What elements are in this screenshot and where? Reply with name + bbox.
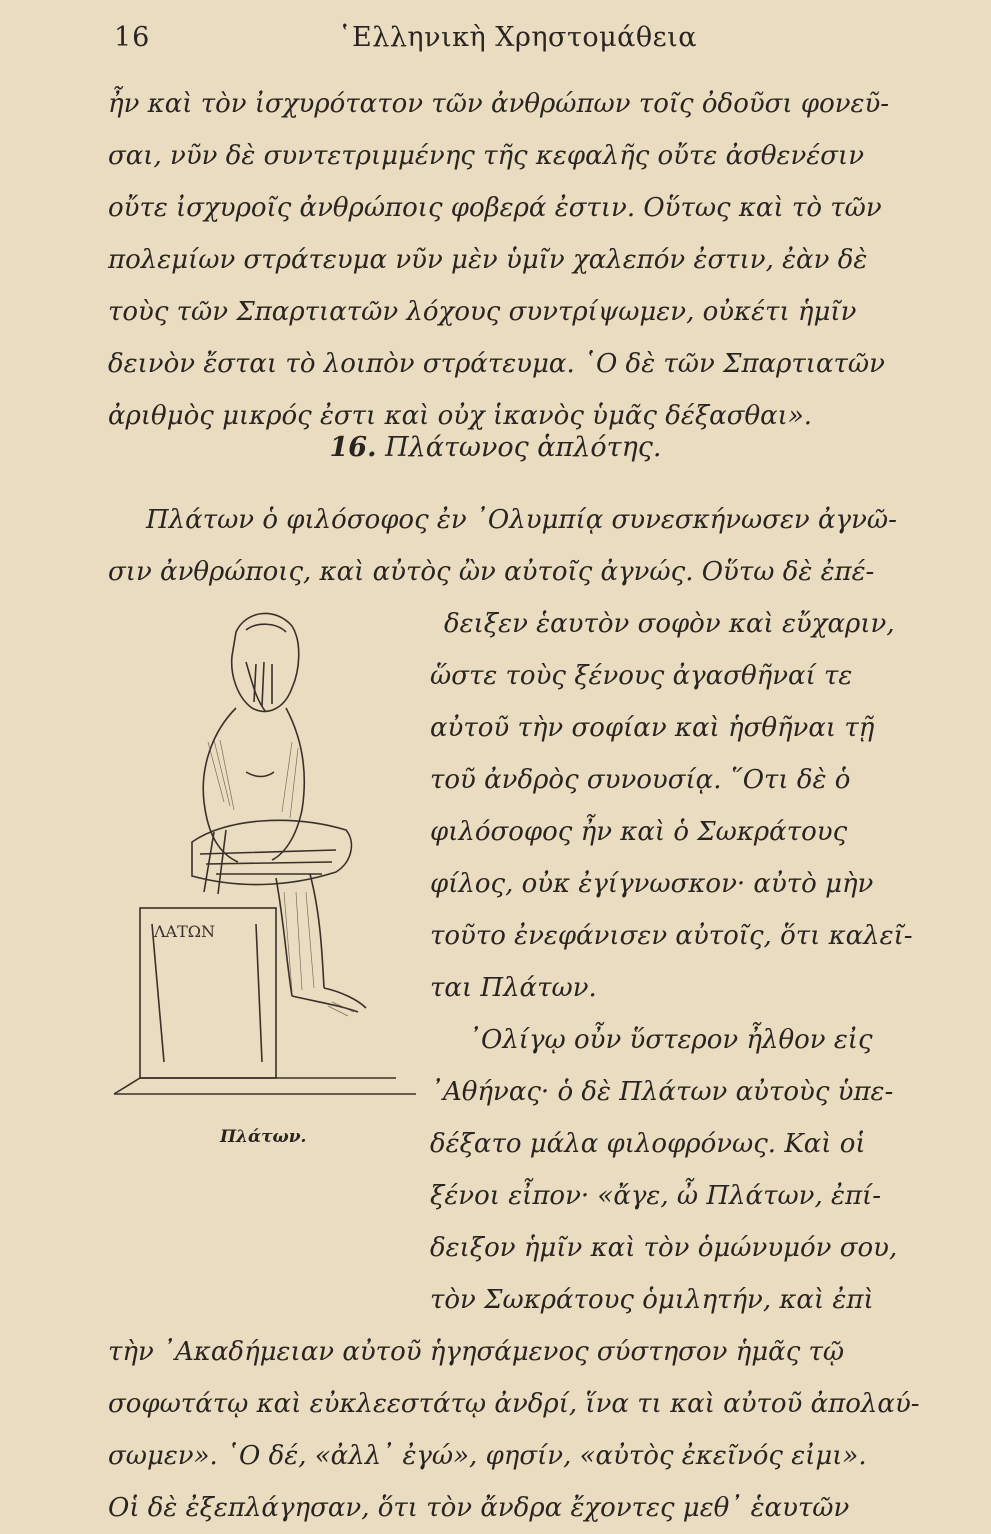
text-line: δέξατο μάλα φιλοφρόνως. Καὶ οἱ [430,1129,866,1159]
statue-inscription: ΛΑΤΩΝ [154,922,216,941]
plato-statue-illustration [96,592,426,1112]
text-line: δεινὸν ἔσται τὸ λοιπὸν στράτευμα. ῾Ο δὲ τῶν Σπαρτιατῶν [108,349,885,379]
text-line: φίλος, οὐκ ἐγίγνωσκον· αὐτὸ μὴν [430,869,874,899]
text-line: Πλάτων ὁ φιλόσοφος ἐν ᾿Ολυμπίᾳ συνεσκήνωσεν ἀγνῶ- [146,505,897,535]
text-line: τὸν Σωκράτους ὁμιλητήν, καὶ ἐπὶ [430,1285,874,1315]
text-line: πολεμίων στράτευμα νῦν μὲν ὑμῖν χαλεπόν ἐστιν, ἐὰν δὲ [108,245,868,275]
text-line: δειξον ἡμῖν καὶ τὸν ὁμώνυμόν σου, [430,1233,898,1263]
text-line: ᾿Αθήνας· ὁ δὲ Πλάτων αὐτοὺς ὑπε- [430,1077,894,1107]
text-line: σοφωτάτῳ καὶ εὐκλεεστάτῳ ἀνδρί, ἵνα τι καὶ αὐτοῦ ἀπολαύ- [108,1389,920,1419]
text-line: τὴν ᾿Ακαδήμειαν αὐτοῦ ἡγησάμενος σύστησον ἡμᾶς τῷ [108,1337,845,1367]
text-line: δειξεν ἑαυτὸν σοφὸν καὶ εὔχαριν, [444,609,895,639]
section-heading [0,432,991,463]
page-number: 16 [114,22,151,53]
text-line: ὥστε τοὺς ξένους ἀγασθῆναί τε [430,661,853,691]
page-header [0,22,991,56]
text-line: τοὺς τῶν Σπαρτιατῶν λόχους συντρίψωμεν, οὐκέτι ἡμῖν [108,297,857,327]
running-title: ῾Ελληνικὴ Χρηστομάθεια [338,22,697,53]
text-line: ξένοι εἶπον· «ἄγε, ὦ Πλάτων, ἐπί- [430,1181,882,1211]
text-line: σιν ἀνθρώποις, καὶ αὐτὸς ὢν αὐτοῖς ἀγνώς. Οὕτω δὲ ἐπέ- [108,557,875,587]
text-line: αὐτοῦ τὴν σοφίαν καὶ ἡσθῆναι τῇ [430,713,875,743]
text-line: ἀριθμὸς μικρός ἐστι καὶ οὐχ ἱκανὸς ὑμᾶς δέξασθαι». [108,401,813,431]
text-line: φιλόσοφος ἦν καὶ ὁ Σωκράτους [430,817,848,847]
section-title: Πλάτωνος ἁπλότης. [385,432,662,463]
text-line: τοῦ ἀνδρὸς συνουσίᾳ. ῞Οτι δὲ ὁ [430,765,851,795]
plato-statue-drawing [96,592,426,1112]
section-number: 16. [329,432,377,463]
text-line: σαι, νῦν δὲ συντετριμμένης τῆς κεφαλῆς οὔτε ἀσθενέσιν [108,141,865,171]
text-line: ται Πλάτων. [430,973,597,1003]
text-line: Οἱ δὲ ἐξεπλάγησαν, ὅτι τὸν ἄνδρα ἔχοντες μεθ᾿ ἑαυτῶν [108,1493,850,1523]
text-line: ἦν καὶ τὸν ἰσχυρότατον τῶν ἀνθρώπων τοῖς ὀδοῦσι φονεῦ- [108,89,890,119]
text-line: σωμεν». ῾Ο δέ, «ἀλλ᾿ ἐγώ», φησίν, «αὐτὸς ἐκεῖνός εἰμι». [108,1441,867,1471]
text-line: τοῦτο ἐνεφάνισεν αὐτοῖς, ὅτι καλεῖ- [430,921,913,951]
figure-caption: Πλάτων. [220,1127,307,1147]
text-line: οὔτε ἰσχυροῖς ἀνθρώποις φοβερά ἐστιν. Οὕτως καὶ τὸ τῶν [108,193,882,223]
text-line: ᾿Ολίγῳ οὖν ὕστερον ἦλθον εἰς [468,1025,873,1055]
